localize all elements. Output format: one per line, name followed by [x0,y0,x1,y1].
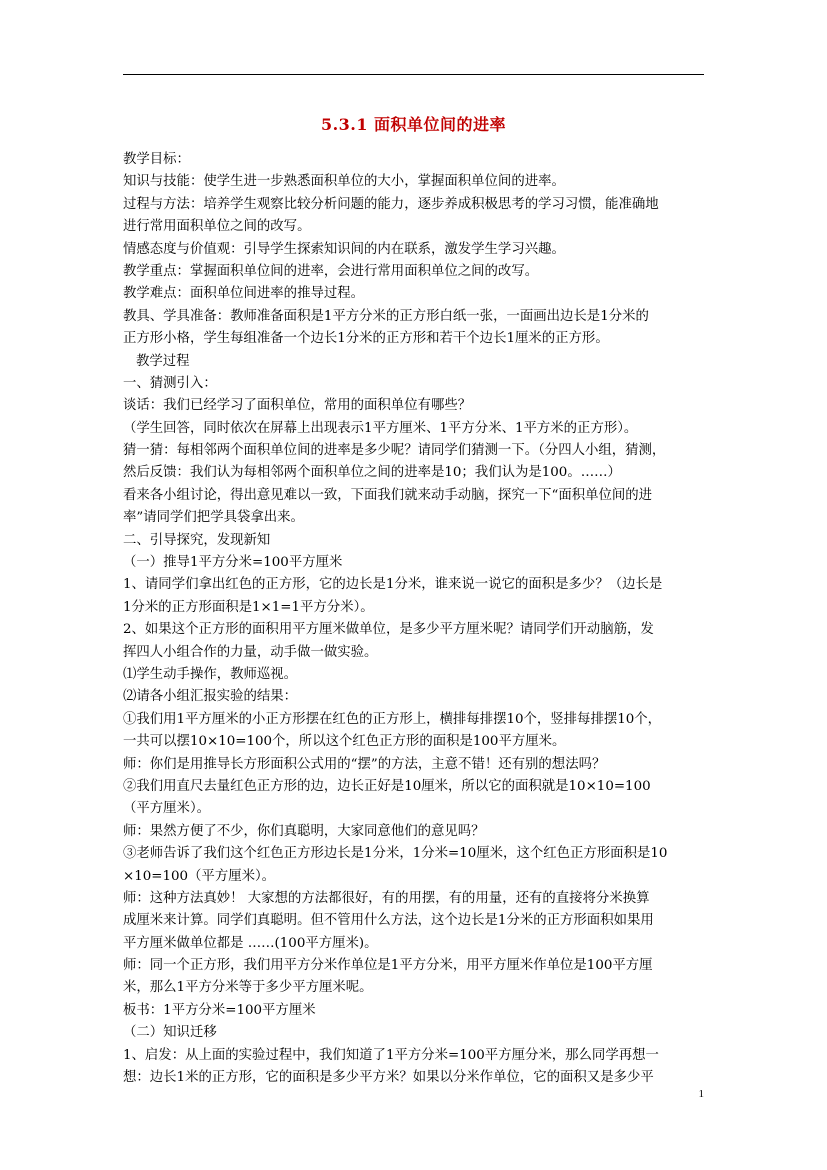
text-line: 正方形小格，学生每组准备一个边长1分米的正方形和若干个边长1厘米的正方形。 [123,331,609,347]
text-line: 教学目标： [123,152,190,167]
text-line: 师：果然方便了不少，你们真聪明，大家同意他们的意见吗？ [123,823,485,839]
text-line: 想：边长1米的正方形，它的面积是多少平方米？如果以分米作单位，它的面积又是多少平 [123,1070,654,1086]
section-heading: 教学过程 [136,353,190,369]
text-line: 1、请同学们拿出红色的正方形，它的边长是1分米，谁来说一说它的面积是多少？（边长是 [123,577,663,593]
text-line: ③老师告诉了我们这个红色正方形边长是1分米，1分米=10厘米，这个红色正方形面积是10 [123,846,668,862]
text-line: 看来各小组讨论，得出意见难以一致，下面我们就来动手动脑，探究一下“面积单位间的进 [123,487,653,503]
text-line: 教学重点：掌握面积单位间的进率，会进行常用面积单位之间的改写。 [123,263,539,279]
text-line: 二、引导探究，发现新知 [123,532,271,548]
text-line: 过程与方法：培养学生观察比较分析问题的能力，逐步养成积极思考的学习习惯，能准确地 [123,196,659,212]
text-line: 师：同一个正方形，我们用平方分米作单位是1平方分米，用平方厘米作单位是100平方厘 [123,958,653,974]
text-line: 情感态度与价值观：引导学生探索知识间的内在联系，激发学生学习兴趣。 [123,241,565,257]
header-rule [123,74,704,75]
text-line: 板书：1平方分米=100平方厘米 [123,1002,316,1018]
text-line: 知识与技能：使学生进一步熟悉面积单位的大小，掌握面积单位间的进率。 [123,174,565,190]
text-line: 进行常用面积单位之间的改写。 [123,219,311,235]
page-number: 1 [698,1088,704,1100]
text-line: （二）知识迁移 [123,1025,217,1041]
text-line: 米，那么1平方分米等于多少平方厘米呢。 [123,980,373,996]
document-body [123,149,704,1089]
text-line: 师：这种方法真妙！ 大家想的方法都很好，有的用摆，有的用量，还有的直接将分米换算 [123,890,650,906]
text-line: 一共可以摆10×10=100个，所以这个红色正方形的面积是100平方厘米。 [123,734,566,750]
text-line: 然后反馈：我们认为每相邻两个面积单位之间的进率是10；我们认为是100。……） [123,465,621,481]
text-line: 1、启发：从上面的实验过程中，我们知道了1平方分米=100平方厘分米，那么同学再想一 [123,1047,659,1063]
text-line: 平方厘米做单位都是 ……(100平方厘米)。 [123,935,378,951]
text-line: ×10=100（平方厘米）。 [123,868,276,884]
text-line: 成厘米来计算。同学们真聪明。但不管用什么方法，这个边长是1分米的正方形面积如果用 [123,913,654,929]
text-line: ⑵请各小组汇报实验的结果： [123,689,298,705]
text-line: 猜一猜：每相邻两个面积单位间的进率是多少呢？请同学们猜测一下。（分四人小组，猜测， [123,443,666,459]
text-line: 教学难点：面积单位间进率的推导过程。 [123,286,365,302]
text-line: ②我们用直尺去量红色正方形的边，边长正好是10厘米，所以它的面积就是10×10=100 [123,778,651,794]
text-line: （学生回答，同时依次在屏幕上出现表示1平方厘米、1平方分米、1平方米的正方形）。 [123,420,638,436]
text-line: 1分米的正方形面积是1×1=1平方分米）。 [123,599,374,615]
text-line: ①我们用1平方厘米的小正方形摆在红色的正方形上，横排每排摆10个，竖排每排摆10个， [123,711,662,727]
text-line: 师：你们是用推导长方形面积公式用的“摆”的方法，主意不错！还有别的想法吗？ [123,756,606,772]
text-line: 一、猜测引入： [123,375,217,391]
text-line: ⑴学生动手操作，教师巡视。 [123,666,298,682]
text-line: 率”请同学们把学具袋拿出来。 [123,510,304,526]
text-line: 挥四人小组合作的力量，动手做一做实验。 [123,644,378,660]
text-line: 教具、学具准备：教师准备面积是1平方分米的正方形白纸一张，一面画出边长是1分米的 [123,308,649,324]
text-line: 谈话：我们已经学习了面积单位，常用的面积单位有哪些？ [123,398,472,414]
text-line: （一）推导1平方分米=100平方厘米 [123,555,343,571]
text-line: 2、如果这个正方形的面积用平方厘米做单位，是多少平方厘米呢？请同学们开动脑筋，发 [123,622,654,638]
document-title: 5.3.1 面积单位间的进率 [320,115,507,134]
text-line: （平方厘米）。 [123,801,211,817]
